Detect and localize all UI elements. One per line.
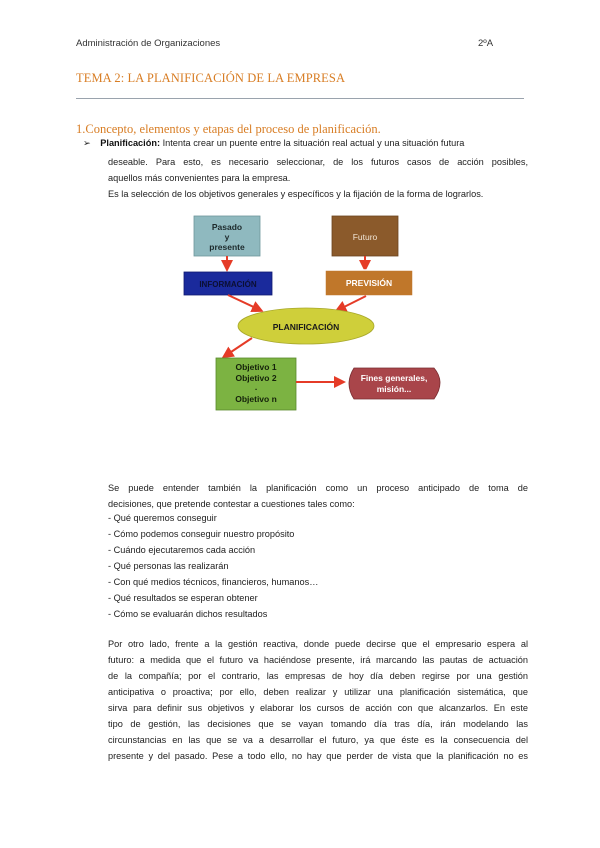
paragraph-3 bbox=[108, 636, 528, 764]
objetivo-1-label: Objetivo 1 bbox=[235, 362, 277, 372]
definition-line-4: Es la selección de los objetivos generales y específicos y la fijación de la forma de lograrlos. bbox=[108, 189, 484, 199]
informacion-label: INFORMACIÓN bbox=[199, 280, 257, 289]
definition-line-2: deseable. Para esto, es necesario seleccionar, de los futuros casos de acción posibles, bbox=[108, 157, 528, 167]
paragraph-3-line-3: de la compañía; por el contrario, las empresas de hoy día deben regirse por una gestión bbox=[108, 671, 528, 681]
list-item: - Con qué medios técnicos, financieros, humanos… bbox=[108, 577, 319, 587]
header-grade: 2ºA bbox=[478, 38, 494, 49]
title-divider bbox=[76, 98, 524, 99]
paragraph-2 bbox=[108, 480, 528, 512]
paragraph-3-line-2: futuro: a medida que el futuro va haciéndose presente, irá marcando las pautas de actuación bbox=[108, 655, 528, 665]
definition-bullet-line bbox=[83, 138, 464, 149]
pasado-label-1: Pasado bbox=[211, 222, 243, 232]
list-item: - Cómo podemos conseguir nuestro propósito bbox=[108, 529, 295, 539]
objetivo-dot-label: . bbox=[254, 382, 258, 392]
section-title: 1.Concepto, elementos y etapas del proceso de planificación. bbox=[76, 122, 381, 136]
futuro-label: Futuro bbox=[352, 232, 378, 242]
list-item: - Qué resultados se esperan obtener bbox=[108, 593, 258, 603]
pasado-label-2: y bbox=[224, 232, 230, 242]
paragraph-3-line-1: Por otro lado, frente a la gestión reactiva, donde puede decirse que el empresario espera al bbox=[108, 639, 528, 649]
page-title: TEMA 2: LA PLANIFICACIÓN DE LA EMPRESA bbox=[76, 71, 346, 85]
questions-list bbox=[108, 510, 318, 622]
paragraph-3-line-4: anticipativa o proactiva; por ello, deben realizar y utilizar una planificación sistemática, que bbox=[108, 687, 528, 697]
paragraph-3-line-6: tipo de gestión, las decisiones que se vayan tomando día tras día, irán modelando las bbox=[108, 719, 528, 729]
paragraph-3-line-7: circunstancias en las que se va a desarrollar el futuro, ya que éste es la consecuencia del bbox=[108, 735, 528, 745]
prevision-label: PREVISIÓN bbox=[345, 278, 393, 288]
paragraph-3-line-5: sirva para definir sus objetivos y elaborar los cursos de acción con que alcanzarlos. En este bbox=[108, 703, 528, 713]
list-item: - Cuándo ejecutaremos cada acción bbox=[108, 545, 256, 555]
planificacion-label: PLANIFICACIÓN bbox=[272, 322, 340, 332]
arrow-planificacion-objetivos bbox=[225, 338, 252, 356]
header-course: Administración de Organizaciones bbox=[76, 38, 221, 49]
list-item: - Cómo se evaluarán dichos resultados bbox=[108, 609, 268, 619]
definition-body bbox=[108, 154, 528, 202]
objetivo-2-label: Objetivo 2 bbox=[235, 373, 277, 383]
fines-label-2: misión... bbox=[376, 384, 412, 394]
planning-diagram bbox=[180, 212, 452, 417]
pasado-label-3: presente bbox=[209, 242, 245, 252]
arrow-prevision-planificacion bbox=[338, 296, 366, 310]
arrow-bullet-icon: ➢ bbox=[83, 138, 91, 148]
definition-line-3: aquellos más convenientes para la empresa. bbox=[108, 173, 291, 183]
list-item: - Qué personas las realizarán bbox=[108, 561, 229, 571]
definition-term: Planificación: bbox=[100, 138, 160, 148]
definition-line-1: Intenta crear un puente entre la situación real actual y una situación futura bbox=[162, 138, 465, 148]
objetivo-n-label: Objetivo n bbox=[235, 394, 277, 404]
fines-label-1: Fines generales, bbox=[360, 373, 428, 383]
paragraph-3-line-8: presente y del pasado. Pese a todo ello, no hay que perder de vista que la planificación no es bbox=[108, 751, 528, 761]
list-item: - Qué queremos conseguir bbox=[108, 513, 217, 523]
arrow-info-planificacion bbox=[228, 295, 260, 310]
paragraph-2-line-2: decisiones, que pretende contestar a cuestiones tales como: bbox=[108, 499, 355, 509]
paragraph-2-line-1: Se puede entender también la planificación como un proceso anticipado de toma de bbox=[108, 483, 528, 493]
